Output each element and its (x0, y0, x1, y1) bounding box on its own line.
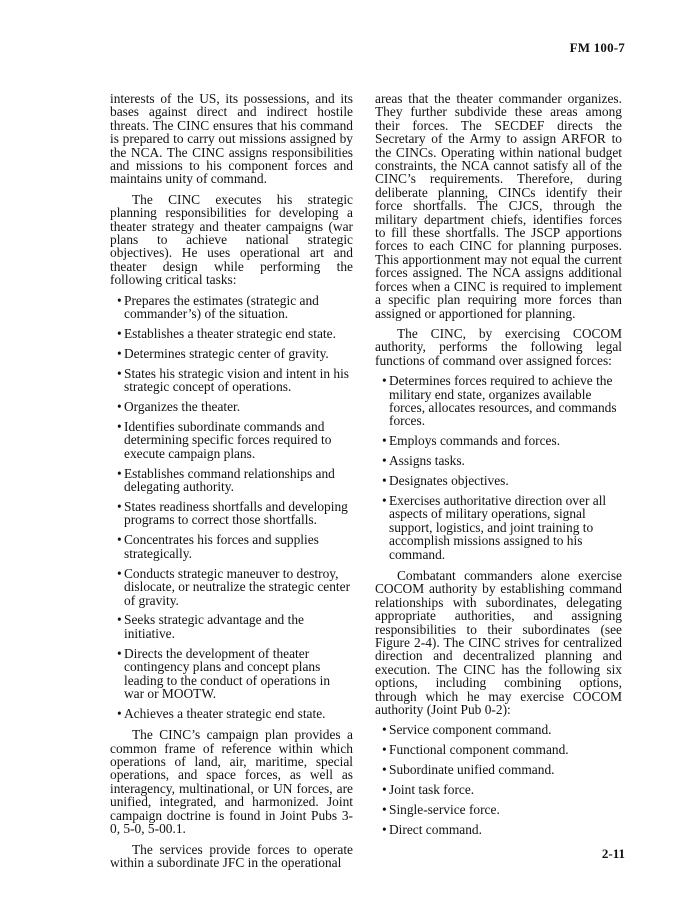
list-item: • Establishes command relationships and delegating authority. (117, 465, 335, 495)
cocom-options-list (375, 723, 622, 836)
paragraph: Combatant commanders alone exercise COCOM authority by establishing command relationships with subordinates, delegating appropriate authorities, and assigning responsibilities to their subordinates (see Figure 2-4). The CINC strives for centralized direction and decentralized planning and execution. The CINC has the following six options, including combining options, through which he may exercise COCOM authority (Joint Pub 0-2): (375, 568, 622, 718)
bullet-icon: • (117, 365, 122, 381)
document-id-header: FM 100-7 (569, 40, 625, 55)
command-functions-list (375, 374, 622, 561)
bullet-icon: • (382, 822, 387, 837)
list-item: • Subordinate unified command. (382, 762, 555, 778)
list-item: • Employs commands and forces. (382, 433, 561, 449)
list-item: • Directs the development of theater contingency plans and concept plans leading to the conduct of operations in war or MOOTW. (117, 645, 331, 701)
paragraph: The CINC’s campaign plan provides a common frame of reference within which operations of land, air, maritime, special operations, and space forces, as well as interagency, multinational, or UN forces, are unified, integrated, and harmonized. Joint campaign doctrine is found in Joint Pubs 3-0, 5-0, 5-00.1. (110, 727, 353, 837)
list-item: • States his strategic vision and intent in his strategic concept of operations. (117, 365, 350, 395)
bullet-icon: • (382, 453, 387, 469)
paragraph: The CINC, by exercising COCOM authority, performs the following legal functions of command over assigned forces: (375, 325, 622, 368)
left-column (110, 92, 353, 876)
list-item: • Achieves a theater strategic end state. (117, 705, 326, 721)
list-item: • Determines strategic center of gravity. (117, 345, 329, 361)
bullet-icon: • (117, 292, 122, 308)
bullet-icon: • (382, 742, 387, 758)
bullet-icon: • (382, 782, 387, 798)
list-item: • States readiness shortfalls and developing programs to correct those shortfalls. (117, 499, 348, 528)
bullet-icon: • (117, 465, 122, 481)
critical-tasks-list (110, 294, 353, 721)
list-item: • Exercises authoritative direction over all aspects of military operations, signal support, logistics, and joint training to accomplish missions assigned to his command. (382, 492, 607, 562)
bullet-icon: • (382, 762, 387, 778)
list-item: • Concentrates his forces and supplies strategically. (117, 532, 319, 561)
paragraph: areas that the theater commander organizes. They further subdivide these areas among their forces. The SECDEF directs the Secretary of the Army to assign ARFOR to the CINCs. Operating within national budget constraints, the NCA cannot satisfy all of the CINC’s requirements. Therefore, during deliberate planning, CINCs identify their force shortfalls. The CJCS, through the military department chiefs, identifies forces to fill these shortfalls. The JSCP apportions forces to each CINC for planning purposes. This apportionment may not equal the current forces assigned. The NCA assigns additional forces when a CINC is required to implement a specific plan requiring more forces than assigned or apportioned for planning. (375, 91, 622, 321)
bullet-icon: • (117, 419, 122, 435)
bullet-icon: • (117, 326, 122, 341)
list-item: • Seeks strategic advantage and the initiative. (117, 612, 304, 641)
paragraph: The CINC executes his strategic planning responsibilities for developing a theater strategy and theater campaigns (war plans to achieve national strategic objectives). He uses operational art and theater design while performing the following critical tasks: (110, 191, 353, 288)
list-item: • Organizes the theater. (117, 399, 241, 415)
list-item: • Determines forces required to achieve the military end state, organizes available forces, allocates resources, and commands forces. (382, 373, 617, 429)
list-item: • Service component command. (382, 722, 552, 738)
bullet-icon: • (382, 802, 387, 818)
bullet-icon: • (382, 373, 387, 389)
list-item: • Establishes a theater strategic end state. (117, 326, 336, 341)
list-item: • Conducts strategic maneuver to destroy, dislocate, or neutralize the strategic center of gravity. (117, 565, 351, 608)
bullet-icon: • (117, 532, 122, 548)
list-item: • Designates objectives. (382, 473, 509, 489)
bullet-icon: • (382, 473, 387, 489)
bullet-icon: • (117, 499, 122, 515)
bullet-icon: • (117, 399, 122, 415)
bullet-icon: • (117, 705, 122, 721)
bullet-icon: • (117, 612, 122, 628)
bullet-icon: • (117, 345, 122, 361)
bullet-icon: • (117, 565, 122, 581)
bullet-icon: • (382, 492, 387, 508)
list-item: • Direct command. (382, 822, 482, 837)
bullet-icon: • (382, 722, 387, 738)
bullet-icon: • (382, 433, 387, 449)
paragraph: interests of the US, its possessions, and its bases against direct and indirect hostile threats. The CINC ensures that his command is prepared to carry out missions assigned by the NCA. The CINC assigns responsibilities and missions to his component forces and maintains unity of command. (110, 91, 353, 187)
list-item: • Identifies subordinate commands and determining specific forces required to execute campaign plans. (117, 419, 332, 461)
list-item: • Single-service force. (382, 802, 500, 818)
list-item: • Assigns tasks. (382, 453, 465, 469)
right-column (375, 92, 622, 844)
paragraph: The services provide forces to operate within a subordinate JFC in the operational (110, 841, 353, 870)
bullet-icon: • (117, 645, 122, 661)
list-item: • Joint task force. (382, 782, 475, 798)
page-number: 2-11 (601, 846, 625, 861)
list-item: • Prepares the estimates (strategic and commander’s) of the situation. (117, 292, 319, 322)
list-item: • Functional component command. (382, 742, 569, 758)
